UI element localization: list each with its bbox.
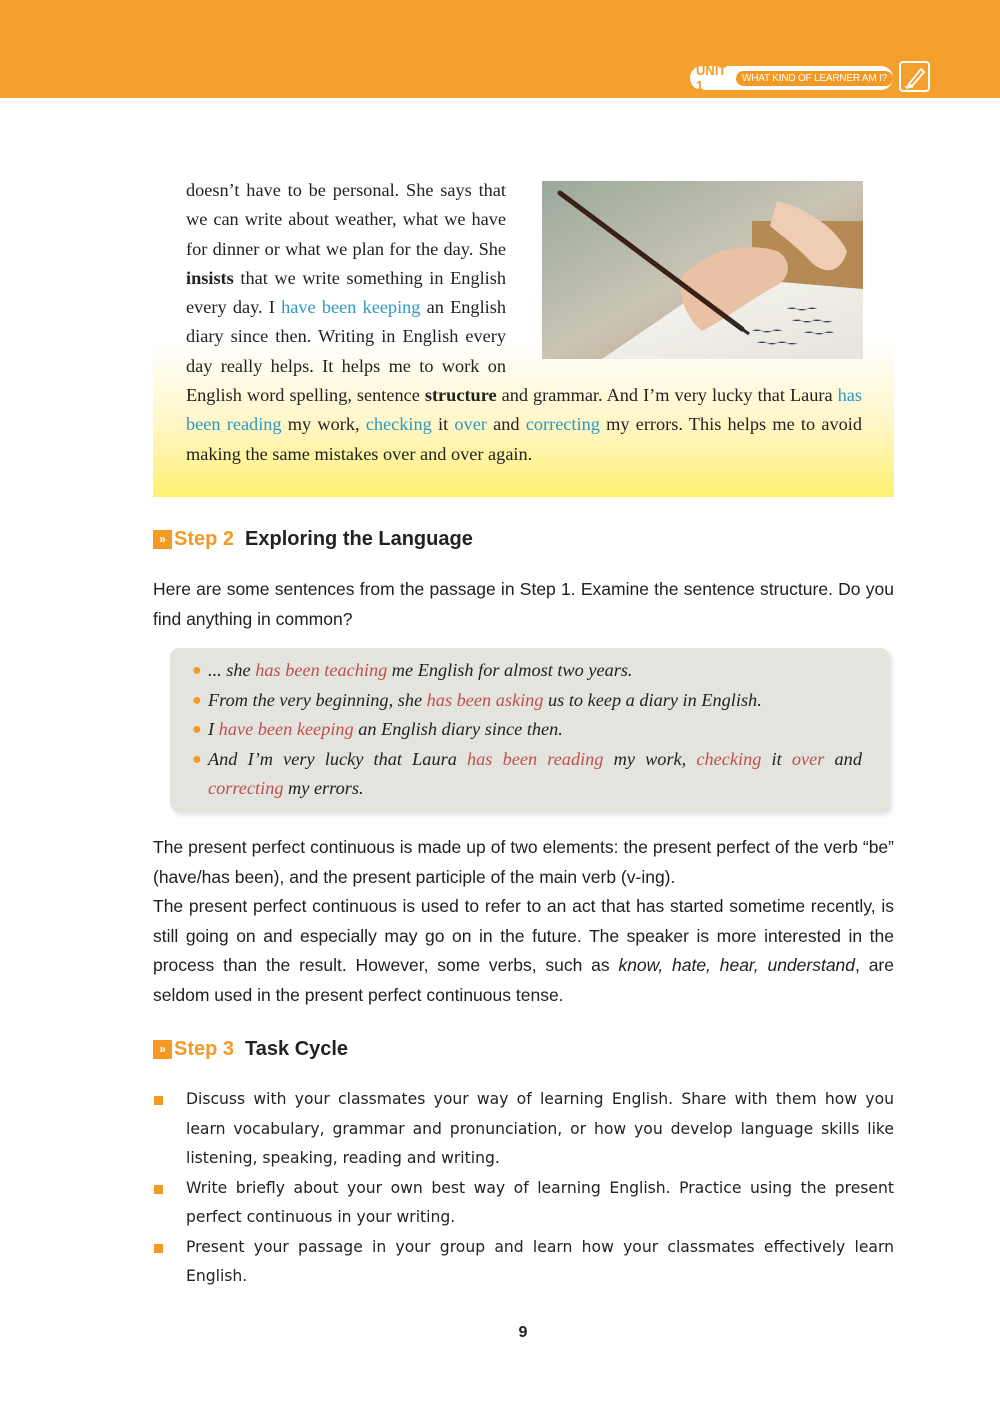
text-run: me English for almost two years. <box>387 660 633 680</box>
reading-passage <box>153 170 894 497</box>
vocab-word: insists <box>186 267 234 288</box>
highlight-phrase: checking <box>696 748 762 769</box>
reading-text <box>186 176 862 469</box>
text-run: The present perfect continuous is used to refer to an act that has started sometime recently, is still going on and especially may go on in the future. The speaker is more interested in the process than the result. However, some verbs, such as <box>153 896 894 975</box>
double-chevron-icon: » <box>153 1040 172 1059</box>
text-run: doesn’t have to be personal. She says that we can write about weather, what we have for dinner or what we plan for the day. She <box>186 180 506 259</box>
double-chevron-icon: » <box>153 530 172 549</box>
text-run: that we write something in English every day. I <box>186 267 506 318</box>
step2-label: Step 2 <box>174 527 235 550</box>
text-run: my work, <box>281 414 366 435</box>
example-item <box>192 715 862 745</box>
unit-title: WHAT KIND OF LEARNER AM I? <box>736 71 893 86</box>
example-item <box>192 656 862 686</box>
pen-icon <box>899 61 930 92</box>
task-text: Write briefly about your own best way of learning English. Practice using the present perfect continuous in your writing. <box>186 1178 894 1226</box>
bullet-dot-icon: ● <box>192 721 202 738</box>
task-text: Discuss with your classmates your way of learning English. Share with them how you learn vocabulary, grammar and pronunciation, or how you develop language skills like listening, speaking, reading and writing. <box>186 1090 894 1167</box>
text-run: an English diary since then. <box>353 719 563 739</box>
task-item <box>153 1174 894 1233</box>
step2-title: Exploring the Language <box>245 527 473 550</box>
text-run: an English diary since then. Writing in English every day really helps. It helps me to work on English word spelling, sentence <box>186 297 506 406</box>
text-run: my errors. This helps me to avoid making the same mistakes over and over again. <box>186 414 863 464</box>
step3-label: Step 3 <box>174 1037 235 1060</box>
example-item <box>192 686 862 716</box>
text-run: ... she <box>208 660 256 680</box>
text-run: , are seldom used in the present perfect continuous tense. <box>153 955 894 1005</box>
example-item <box>192 745 862 804</box>
task-item <box>153 1233 894 1292</box>
text-run: it <box>761 748 792 769</box>
task-text: Present your passage in your group and learn how your classmates effectively learn English. <box>186 1237 894 1285</box>
text-run: my errors. <box>283 778 364 798</box>
bullet-dot-icon: ● <box>192 750 202 768</box>
highlight-phrase: correcting <box>525 414 600 435</box>
square-bullet-icon <box>154 1185 163 1194</box>
text-run: And I’m very lucky that Laura <box>208 748 468 769</box>
page-number: 9 <box>518 1324 528 1341</box>
highlight-phrase: has been reading <box>186 385 863 435</box>
highlight-phrase: have been keeping <box>281 297 421 318</box>
hand-writing-photo <box>542 181 863 359</box>
text-run: and grammar. And I’m very lucky that Laura <box>496 385 838 406</box>
square-bullet-icon <box>154 1244 163 1253</box>
square-bullet-icon <box>154 1096 163 1105</box>
bullet-dot-icon: ● <box>192 662 202 679</box>
highlight-phrase: over <box>454 414 487 435</box>
highlight-phrase: has been teaching <box>255 660 388 680</box>
grammar-explanation <box>153 833 894 1010</box>
text-run: I <box>208 719 219 739</box>
vocab-word: structure <box>424 385 497 406</box>
text-run: us to keep a diary in English. <box>543 689 762 710</box>
text-run: From the very beginning, she <box>208 689 427 710</box>
highlight-phrase: has been reading <box>467 748 604 769</box>
highlight-phrase: checking <box>365 414 432 435</box>
step2-heading <box>153 524 473 554</box>
explanation-1: The present perfect continuous is made up of two elements: the present perfect of the verb “be” (have/has been), and the present participle of the main verb (v-ing). <box>153 837 894 887</box>
task-item <box>153 1085 894 1174</box>
text-run: and <box>824 748 862 769</box>
bullet-dot-icon: ● <box>192 691 202 709</box>
task-list <box>153 1085 894 1292</box>
highlight-phrase: over <box>791 748 825 769</box>
unit-label: UNIT 1 <box>696 63 727 93</box>
text-run: it <box>431 414 455 435</box>
step3-heading <box>153 1034 348 1064</box>
example-verbs: know, hate, hear, understand <box>618 955 856 975</box>
highlight-phrase: have been keeping <box>218 719 354 739</box>
unit-badge <box>690 63 893 93</box>
example-sentences-box <box>170 648 889 812</box>
step2-intro: Here are some sentences from the passage in Step 1. Examine the sentence structure. Do you find anything in common? <box>153 579 894 629</box>
example-list <box>192 656 862 804</box>
step3-title: Task Cycle <box>245 1037 349 1060</box>
text-run: and <box>486 414 526 435</box>
highlight-phrase: has been asking <box>426 689 544 710</box>
highlight-phrase: correcting <box>208 778 284 798</box>
text-run: my work, <box>603 748 697 769</box>
